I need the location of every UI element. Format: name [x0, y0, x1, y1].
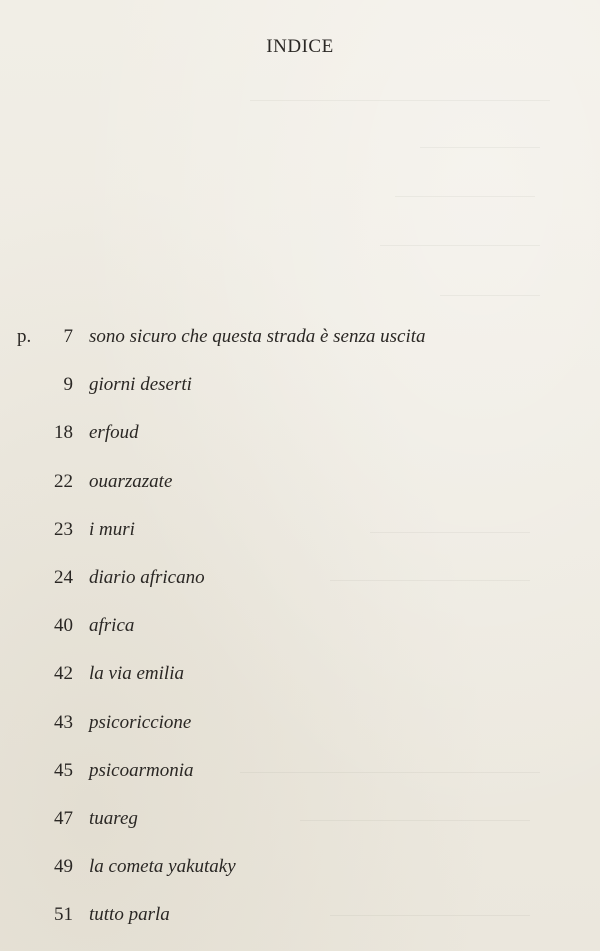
toc-entry	[0, 416, 600, 464]
page-number: 24	[54, 566, 73, 588]
toc-entry	[0, 850, 600, 898]
toc-entry	[0, 754, 600, 802]
toc-entry	[0, 706, 600, 754]
table-of-contents	[0, 320, 600, 946]
toc-entry	[0, 513, 600, 561]
entry-title: tuareg	[89, 807, 138, 829]
page-number: 18	[54, 422, 73, 444]
entry-title: erfoud	[89, 422, 139, 444]
entry-title: diario africano	[89, 566, 205, 588]
page-title: INDICE	[266, 36, 334, 57]
entry-title: psicoarmonia	[89, 759, 194, 781]
page-number: 7	[63, 326, 73, 347]
page-number: 42	[54, 663, 73, 685]
page-prefix: p.	[17, 326, 32, 347]
page-number: 40	[54, 615, 73, 637]
page-number: 23	[54, 518, 73, 540]
page-number: 47	[54, 807, 73, 829]
page-number: 9	[63, 374, 73, 396]
entry-title: tutto parla	[89, 904, 170, 926]
page-number: 51	[54, 904, 73, 926]
entry-title: africa	[89, 615, 135, 637]
toc-entry	[0, 802, 600, 850]
page-number: 49	[54, 856, 73, 878]
toc-entry	[0, 465, 600, 513]
entry-title: ouarzazate	[89, 470, 173, 492]
entry-title: psicoriccione	[89, 711, 192, 733]
toc-entry	[0, 898, 600, 946]
entry-title: giorni deserti	[89, 374, 192, 396]
entry-title: la cometa yakutaky	[89, 856, 236, 878]
entry-title: i muri	[89, 518, 135, 540]
toc-entry	[0, 368, 600, 416]
page-number: 45	[54, 759, 73, 781]
toc-entry	[0, 609, 600, 657]
page-number: 43	[54, 711, 73, 733]
page-number: 22	[54, 470, 73, 492]
entry-title: sono sicuro che questa strada è senza uscita	[89, 326, 426, 347]
toc-entry	[0, 320, 600, 368]
entry-title: la via emilia	[89, 663, 184, 685]
toc-entry	[0, 561, 600, 609]
toc-entry	[0, 657, 600, 705]
